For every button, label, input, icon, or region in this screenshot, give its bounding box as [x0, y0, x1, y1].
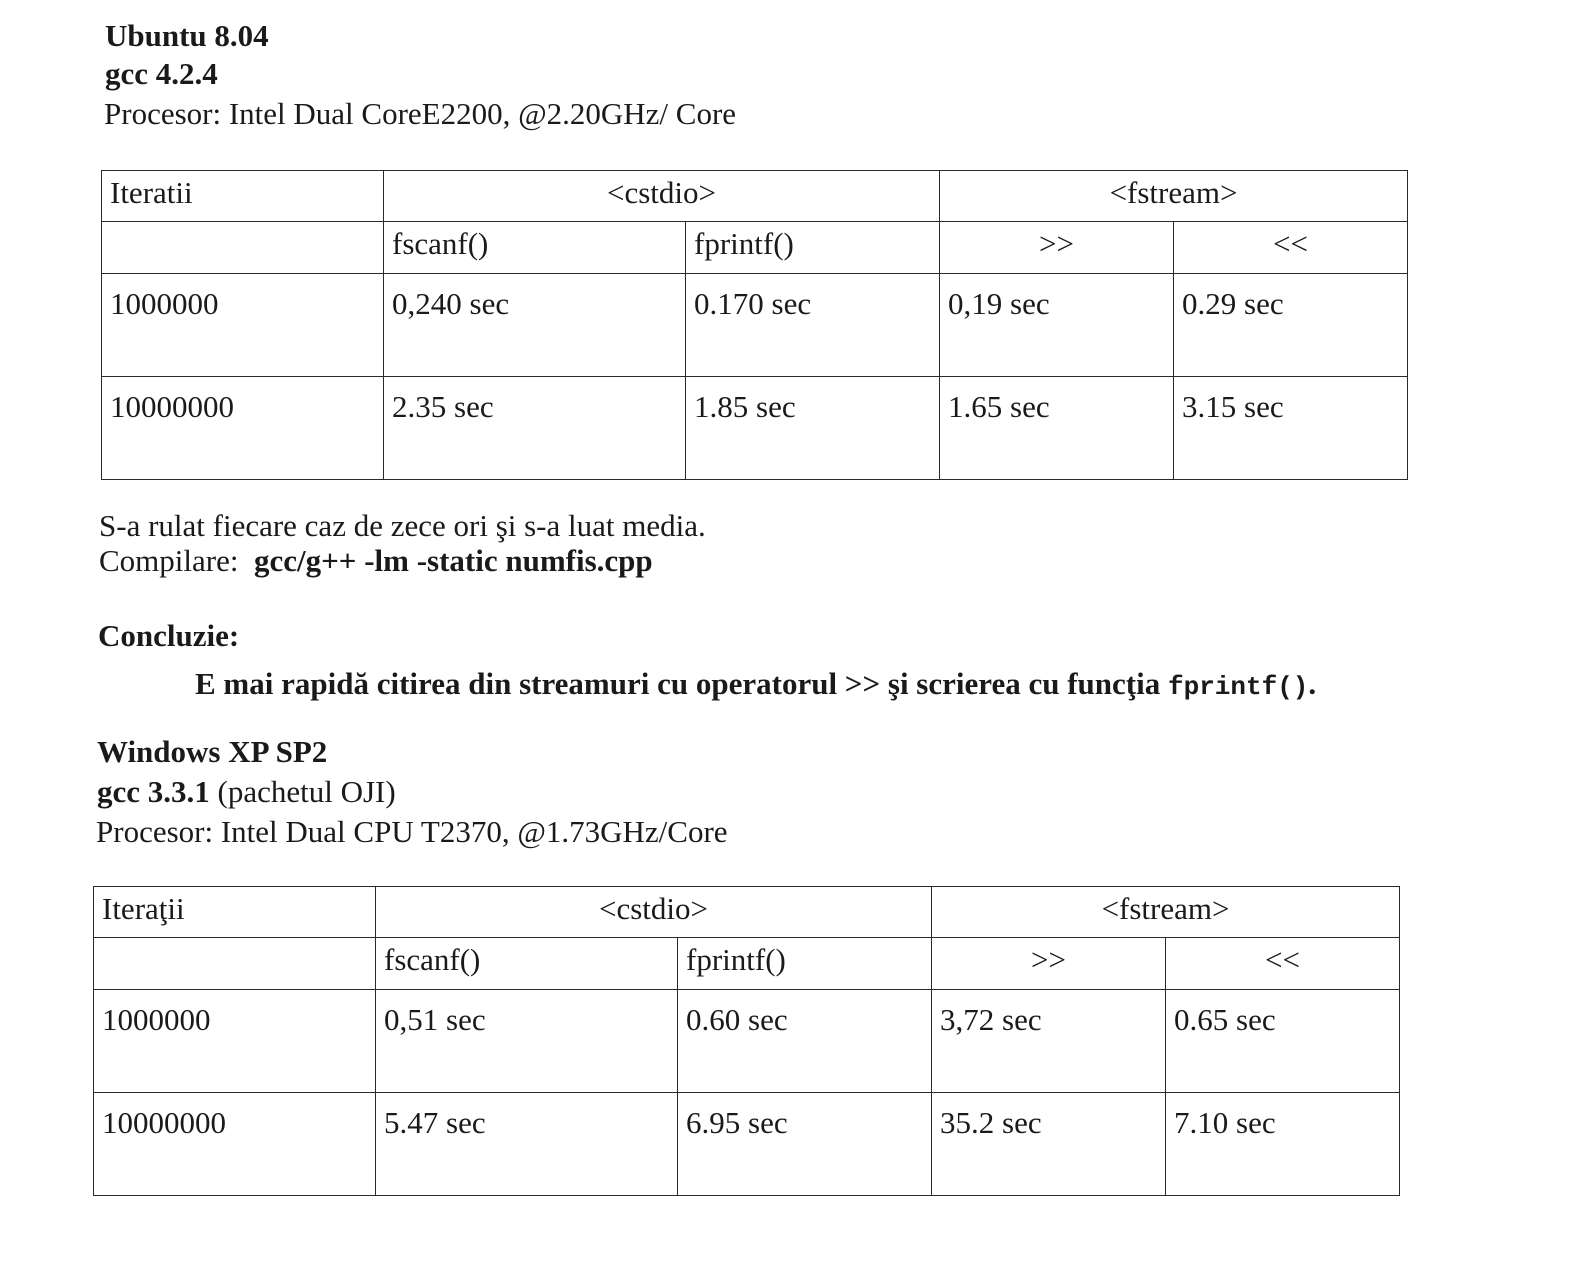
cell-fprintf: 0.170 sec: [686, 274, 940, 377]
row-iterations: 1000000: [102, 274, 384, 377]
compile-line: [99, 543, 653, 579]
subheader-extract-op: >>: [940, 222, 1174, 274]
header-iterations: Iteratii: [102, 171, 384, 222]
row-iterations: 10000000: [102, 377, 384, 480]
cpu-line-2: Procesor: Intel Dual CPU T2370, @1.73GHz/Core: [96, 814, 728, 849]
table-row: [102, 377, 1408, 480]
method-note: S-a rulat fiecare caz de zece ori şi s-a luat media.: [99, 508, 706, 543]
cell-extract: 3,72 sec: [932, 990, 1166, 1093]
conclusion-text: [195, 666, 1316, 705]
table-row: [94, 990, 1400, 1093]
cell-fprintf: 6.95 sec: [678, 1093, 932, 1196]
subheader-fprintf: fprintf(): [678, 938, 932, 990]
cell-insert: 0.29 sec: [1174, 274, 1408, 377]
subheader-extract-op: >>: [932, 938, 1166, 990]
conclusion-sentence: E mai rapidă citirea din streamuri cu operatorul >> şi scrierea cu funcţia: [195, 666, 1161, 701]
subheader-fprintf: fprintf(): [686, 222, 940, 274]
conclusion-code: fprintf(): [1167, 672, 1309, 702]
cell-insert: 7.10 sec: [1166, 1093, 1400, 1196]
row-iterations: 1000000: [94, 990, 376, 1093]
table-row: [94, 1093, 1400, 1196]
cell-fscanf: 2.35 sec: [384, 377, 686, 480]
compile-command: gcc/g++ -lm -static numfis.cpp: [253, 543, 653, 578]
compiler-line-2: [97, 774, 396, 810]
cell-extract: 35.2 sec: [932, 1093, 1166, 1196]
os-title-1: Ubuntu 8.04: [105, 18, 269, 53]
benchmark-table-2: [93, 886, 1400, 1196]
cell-fprintf: 0.60 sec: [678, 990, 932, 1093]
cell-fprintf: 1.85 sec: [686, 377, 940, 480]
cell-insert: 0.65 sec: [1166, 990, 1400, 1093]
cpu-line-1: Procesor: Intel Dual CoreE2200, @2.20GHz/ Core: [104, 96, 737, 131]
row-iterations: 10000000: [94, 1093, 376, 1196]
subheader-insert-op: <<: [1174, 222, 1408, 274]
compiler-package-2: (pachetul OJI): [209, 774, 396, 809]
header-iterations: Iteraţii: [94, 887, 376, 938]
cell-extract: 1.65 sec: [940, 377, 1174, 480]
header-empty-cell: [102, 222, 384, 274]
compile-label: Compilare:: [99, 543, 239, 578]
header-cstdio: <cstdio>: [376, 887, 932, 938]
table-row: [102, 274, 1408, 377]
header-cstdio: <cstdio>: [384, 171, 940, 222]
header-fstream: <fstream>: [932, 887, 1400, 938]
cell-fscanf: 0,240 sec: [384, 274, 686, 377]
compiler-line-1: gcc 4.2.4: [105, 56, 218, 91]
cell-extract: 0,19 sec: [940, 274, 1174, 377]
conclusion-heading: Concluzie:: [98, 618, 240, 653]
header-empty-cell: [94, 938, 376, 990]
subheader-fscanf: fscanf(): [384, 222, 686, 274]
subheader-insert-op: <<: [1166, 938, 1400, 990]
header-fstream: <fstream>: [940, 171, 1408, 222]
os-title-2: Windows XP SP2: [97, 734, 328, 769]
cell-fscanf: 5.47 sec: [376, 1093, 678, 1196]
cell-insert: 3.15 sec: [1174, 377, 1408, 480]
benchmark-table-1: [101, 170, 1408, 480]
conclusion-period: .: [1308, 666, 1317, 701]
cell-fscanf: 0,51 sec: [376, 990, 678, 1093]
subheader-fscanf: fscanf(): [376, 938, 678, 990]
compiler-version-2: gcc 3.3.1: [97, 774, 210, 809]
